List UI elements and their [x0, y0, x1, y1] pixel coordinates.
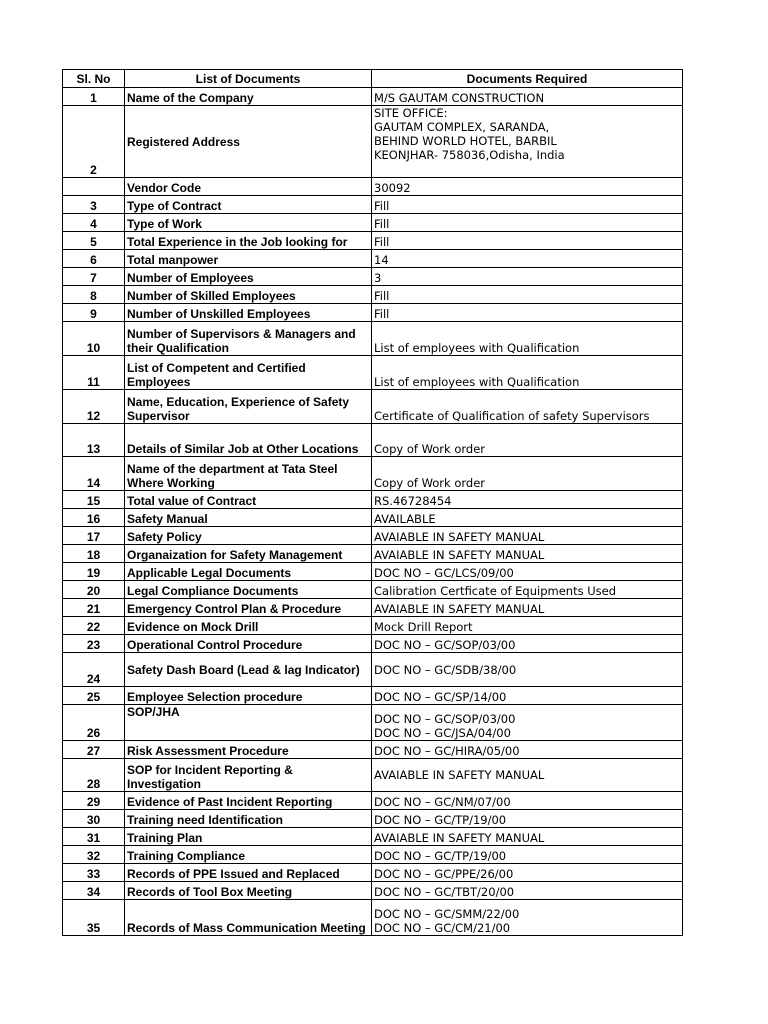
sl-no-cell: [63, 356, 125, 390]
sl-no-cell-text: 8: [90, 289, 97, 303]
sl-no-cell: [63, 828, 125, 846]
document-name-cell-text: Name, Education, Experience of Safety Supervisor: [127, 395, 350, 423]
document-required-cell-text: AVAIABLE IN SAFETY MANUAL: [374, 831, 545, 845]
table-row: [63, 599, 683, 617]
document-name-cell: [125, 828, 372, 846]
document-required-cell: [372, 563, 683, 581]
document-required-cell: [372, 599, 683, 617]
header-sl-no: Sl. No: [63, 70, 125, 88]
sl-no-cell: [63, 599, 125, 617]
sl-no-cell: [63, 88, 125, 106]
sl-no-cell-text: 32: [86, 849, 101, 863]
sl-no-cell: [63, 687, 125, 705]
sl-no-cell-text: 25: [86, 690, 101, 704]
document-required-cell-text: Copy of Work order: [374, 476, 486, 490]
document-required-cell-text: 14: [374, 253, 389, 267]
sl-no-cell: [63, 106, 125, 178]
document-name-cell-text: Operational Control Procedure: [127, 638, 303, 652]
sl-no-cell-text: 16: [86, 512, 101, 526]
table-row: [63, 846, 683, 864]
sl-no-cell-text: 1: [90, 91, 97, 105]
document-required-cell: [372, 581, 683, 599]
document-name-cell-text: Records of Mass Communication Meeting: [127, 921, 366, 935]
table-row: [63, 106, 683, 178]
document-required-cell-text: M/S GAUTAM CONSTRUCTION: [374, 91, 545, 105]
document-required-cell-text: Calibration Certficate of Equipments Used: [374, 584, 617, 598]
sl-no-cell-text: 30: [86, 813, 101, 827]
document-required-cell: [372, 864, 683, 882]
sl-no-cell: [63, 792, 125, 810]
document-name-cell-text: Total manpower: [127, 253, 219, 267]
document-name-cell-text: Safety Manual: [127, 512, 208, 526]
document-name-cell: [125, 545, 372, 563]
document-name-cell-text: Number of Unskilled Employees: [127, 307, 311, 321]
sl-no-cell: [63, 741, 125, 759]
document-required-cell-text: AVAIABLE IN SAFETY MANUAL: [374, 530, 545, 544]
sl-no-cell: [63, 846, 125, 864]
document-name-cell-text: Training Plan: [127, 831, 203, 845]
sl-no-cell: [63, 304, 125, 322]
document-required-cell-text: DOC NO – GC/TP/19/00: [374, 813, 507, 827]
sl-no-cell: [63, 509, 125, 527]
sl-no-cell-text: 5: [90, 235, 97, 249]
document-name-cell: [125, 390, 372, 424]
document-name-cell-text: Organaization for Safety Management: [127, 548, 343, 562]
document-required-cell: [372, 88, 683, 106]
document-required-cell: [372, 846, 683, 864]
sl-no-cell: [63, 232, 125, 250]
document-name-cell: [125, 864, 372, 882]
sl-no-cell-text: 34: [86, 885, 101, 899]
header-documents-required: Documents Required: [372, 70, 683, 88]
table-row: [63, 864, 683, 882]
document-name-cell-text: Evidence on Mock Drill: [127, 620, 259, 634]
document-required-cell-text: Fill: [374, 217, 390, 231]
table-row: [63, 792, 683, 810]
document-required-cell: [372, 424, 683, 457]
sl-no-cell: [63, 322, 125, 356]
document-required-cell: [372, 617, 683, 635]
document-name-cell-text: Details of Similar Job at Other Locations: [127, 442, 359, 456]
document-required-cell: [372, 687, 683, 705]
document-required-cell-text: DOC NO – GC/SP/14/00: [374, 690, 507, 704]
document-required-cell: [372, 390, 683, 424]
table-row: [63, 457, 683, 491]
document-required-cell: [372, 250, 683, 268]
document-name-cell-text: Risk Assessment Procedure: [127, 744, 289, 758]
document-name-cell-text: Number of Supervisors & Managers and their Qualification: [127, 327, 356, 355]
document-name-cell: [125, 792, 372, 810]
table-row: [63, 390, 683, 424]
table-row: [63, 424, 683, 457]
document-required-cell-text: Fill: [374, 289, 390, 303]
sl-no-cell: [63, 900, 125, 936]
sl-no-cell-text: 29: [86, 795, 101, 809]
table-row: [63, 286, 683, 304]
sl-no-cell: [63, 250, 125, 268]
table-row: [63, 178, 683, 196]
document-required-cell: [372, 286, 683, 304]
document-required-cell-text: RS.46728454: [374, 494, 452, 508]
document-name-cell: [125, 304, 372, 322]
sl-no-cell: [63, 286, 125, 304]
sl-no-cell: [63, 196, 125, 214]
document-name-cell-text: Records of PPE Issued and Replaced: [127, 867, 340, 881]
sl-no-cell-text: 28: [86, 777, 101, 791]
document-name-cell-text: Total value of Contract: [127, 494, 257, 508]
table-row: [63, 322, 683, 356]
sl-no-cell: [63, 635, 125, 653]
sl-no-cell-text: 33: [86, 867, 101, 881]
document-name-cell: [125, 196, 372, 214]
sl-no-cell-text: 12: [86, 409, 101, 423]
sl-no-cell: [63, 882, 125, 900]
document-required-cell: [372, 705, 683, 741]
document-required-cell-text: DOC NO – GC/TBT/20/00: [374, 885, 515, 899]
document-name-cell: [125, 653, 372, 687]
header-row: [63, 70, 683, 88]
document-required-cell-text: DOC NO – GC/PPE/26/00: [374, 867, 514, 881]
document-name-cell-text: Evidence of Past Incident Reporting: [127, 795, 333, 809]
document-name-cell: [125, 581, 372, 599]
document-name-cell: [125, 457, 372, 491]
sl-no-cell: [63, 864, 125, 882]
sl-no-cell: [63, 178, 125, 196]
sl-no-cell-text: 23: [86, 638, 101, 652]
document-name-cell-text: Name of the department at Tata Steel Where Working: [127, 462, 338, 490]
table-row: [63, 356, 683, 390]
table-row: [63, 214, 683, 232]
sl-no-cell-text: 13: [86, 442, 101, 456]
document-name-cell: [125, 882, 372, 900]
document-required-cell: [372, 232, 683, 250]
document-name-cell: [125, 232, 372, 250]
table-row: [63, 828, 683, 846]
table-row: [63, 759, 683, 792]
sl-no-cell-text: 9: [90, 307, 97, 321]
document-required-cell: [372, 356, 683, 390]
table-row: [63, 653, 683, 687]
sl-no-cell-text: 2: [90, 163, 97, 177]
sl-no-cell: [63, 390, 125, 424]
sl-no-cell-text: 22: [86, 620, 101, 634]
sl-no-cell-text: 4: [90, 217, 97, 231]
document-name-cell: [125, 705, 372, 741]
sl-no-cell: [63, 457, 125, 491]
document-name-cell: [125, 214, 372, 232]
document-name-cell: [125, 563, 372, 581]
document-name-cell: [125, 178, 372, 196]
document-required-cell: [372, 527, 683, 545]
document-required-cell-text: AVAIABLE IN SAFETY MANUAL: [374, 548, 545, 562]
document-name-cell: [125, 322, 372, 356]
document-required-cell-text: Mock Drill Report: [374, 620, 473, 634]
sl-no-cell: [63, 563, 125, 581]
sl-no-cell: [63, 424, 125, 457]
table-row: [63, 900, 683, 936]
document-name-cell-text: Registered Address: [127, 134, 240, 149]
document-name-cell-text: SOP/JHA: [127, 705, 180, 719]
document-required-cell: [372, 828, 683, 846]
sl-no-cell-text: 21: [86, 602, 101, 616]
table-row: [63, 810, 683, 828]
document-required-cell: [372, 635, 683, 653]
sl-no-cell: [63, 527, 125, 545]
sl-no-cell-text: 3: [90, 199, 97, 213]
document-name-cell: [125, 88, 372, 106]
document-required-cell: [372, 491, 683, 509]
document-name-cell-text: Type of Contract: [127, 199, 222, 213]
document-name-cell-text: Training need Identification: [127, 813, 284, 827]
sl-no-cell: [63, 214, 125, 232]
sl-no-cell-text: 11: [87, 375, 100, 389]
document-required-cell-text: DOC NO – GC/NM/07/00: [374, 795, 511, 809]
table-row: [63, 635, 683, 653]
document-required-cell-text: 30092: [374, 181, 411, 195]
sl-no-cell: [63, 581, 125, 599]
document-name-cell-text: Number of Employees: [127, 271, 254, 285]
sl-no-cell-text: 14: [86, 476, 101, 490]
document-required-cell-text: DOC NO – GC/SOP/03/00: [374, 638, 516, 652]
sl-no-cell-text: 31: [86, 831, 101, 845]
table-row: [63, 491, 683, 509]
document-required-cell: [372, 214, 683, 232]
document-name-cell: [125, 900, 372, 936]
document-required-cell-text: Certificate of Qualification of safety Supervisors: [374, 409, 650, 423]
document-required-cell: [372, 178, 683, 196]
table-row: [63, 581, 683, 599]
sl-no-cell-text: 24: [86, 672, 101, 686]
document-required-cell-text: 3: [374, 271, 382, 285]
document-name-cell: [125, 491, 372, 509]
document-required-cell: [372, 196, 683, 214]
document-required-cell-text: List of employees with Qualification: [374, 375, 580, 389]
sl-no-cell-text: 27: [86, 744, 101, 758]
documents-table: [62, 69, 683, 936]
document-required-cell: [372, 322, 683, 356]
document-name-cell: [125, 356, 372, 390]
document-name-cell-text: Legal Compliance Documents: [127, 584, 299, 598]
table-row: [63, 687, 683, 705]
document-name-cell-text: Type of Work: [127, 217, 202, 231]
document-required-cell: [372, 882, 683, 900]
document-required-cell: [372, 792, 683, 810]
document-required-cell-text: Copy of Work order: [374, 442, 486, 456]
document-name-cell-text: Training Compliance: [127, 849, 246, 863]
sl-no-cell: [63, 810, 125, 828]
sl-no-cell: [63, 617, 125, 635]
document-required-cell: [372, 457, 683, 491]
document-name-cell-text: Number of Skilled Employees: [127, 289, 296, 303]
table-row: [63, 268, 683, 286]
sl-no-cell: [63, 268, 125, 286]
sl-no-cell: [63, 705, 125, 741]
document-name-cell: [125, 286, 372, 304]
table-row: [63, 250, 683, 268]
document-name-cell-text: Total Experience in the Job looking for: [127, 235, 348, 249]
document-name-cell: [125, 250, 372, 268]
table-row: [63, 509, 683, 527]
document-required-cell: [372, 759, 683, 792]
document-required-cell: [372, 304, 683, 322]
document-required-cell-text: AVAIABLE IN SAFETY MANUAL: [374, 602, 545, 616]
document-required-cell-text: DOC NO – GC/LCS/09/00: [374, 566, 514, 580]
table-row: [63, 232, 683, 250]
document-name-cell: [125, 635, 372, 653]
document-name-cell: [125, 687, 372, 705]
sl-no-cell-text: 17: [86, 530, 101, 544]
document-required-cell-text: DOC NO – GC/SOP/03/00 DOC NO – GC/JSA/04/00: [374, 712, 516, 740]
sl-no-cell: [63, 653, 125, 687]
table-row: [63, 741, 683, 759]
document-name-cell: [125, 268, 372, 286]
document-required-cell-text: List of employees with Qualification: [374, 341, 580, 355]
document-name-cell-text: Employee Selection procedure: [127, 690, 303, 704]
table-row: [63, 196, 683, 214]
document-required-cell-text: DOC NO – GC/SDB/38/00: [374, 662, 517, 677]
document-name-cell: [125, 846, 372, 864]
table-row: [63, 545, 683, 563]
document-name-cell-text: Applicable Legal Documents: [127, 566, 292, 580]
document-name-cell: [125, 509, 372, 527]
table-row: [63, 705, 683, 741]
sl-no-cell-text: 35: [86, 921, 101, 935]
sl-no-cell: [63, 759, 125, 792]
document-required-cell-text: DOC NO – GC/TP/19/00: [374, 849, 507, 863]
table-row: [63, 304, 683, 322]
sl-no-cell-text: 26: [86, 726, 101, 740]
document-required-cell-text: AVAILABLE: [374, 512, 436, 526]
table-row: [63, 563, 683, 581]
document-required-cell: [372, 900, 683, 936]
header-list-of-documents: List of Documents: [125, 70, 372, 88]
document-name-cell-text: Records of Tool Box Meeting: [127, 885, 293, 899]
table-row: [63, 527, 683, 545]
sl-no-cell-text: 19: [86, 566, 101, 580]
document-name-cell: [125, 106, 372, 178]
document-required-cell-text: DOC NO – GC/SMM/22/00 DOC NO – GC/CM/21/00: [374, 907, 520, 935]
document-name-cell-text: List of Competent and Certified Employees: [127, 361, 306, 389]
sl-no-cell-text: 18: [86, 548, 101, 562]
table-row: [63, 617, 683, 635]
table-row: [63, 88, 683, 106]
document-required-cell: [372, 545, 683, 563]
document-required-cell-text: DOC NO – GC/HIRA/05/00: [374, 744, 520, 758]
document-name-cell-text: Vendor Code: [127, 181, 202, 195]
document-name-cell: [125, 810, 372, 828]
document-required-cell-text: Fill: [374, 307, 390, 321]
sl-no-cell-text: 10: [86, 341, 101, 355]
sl-no-cell-text: 7: [90, 271, 97, 285]
document-name-cell: [125, 759, 372, 792]
sl-no-cell-text: 15: [86, 494, 101, 508]
sl-no-cell-text: 20: [86, 584, 101, 598]
document-required-cell-text: Fill: [374, 199, 390, 213]
document-name-cell: [125, 599, 372, 617]
document-name-cell: [125, 527, 372, 545]
document-name-cell-text: Name of the Company: [127, 91, 254, 105]
document-required-cell-text: SITE OFFICE: GAUTAM COMPLEX, SARANDA, BEHIND WORLD HOTEL, BARBIL KEONJHAR- 758036,Odisha, India: [374, 106, 565, 162]
document-required-cell: [372, 810, 683, 828]
document-name-cell-text: Safety Policy: [127, 530, 202, 544]
sl-no-cell-text: 6: [90, 253, 97, 267]
document-required-cell: [372, 653, 683, 687]
document-name-cell-text: Emergency Control Plan & Procedure: [127, 602, 342, 616]
document-name-cell: [125, 617, 372, 635]
sl-no-cell: [63, 491, 125, 509]
document-required-cell: [372, 268, 683, 286]
document-required-cell: [372, 741, 683, 759]
document-name-cell-text: Safety Dash Board (Lead & lag Indicator): [127, 662, 360, 677]
document-required-cell-text: Fill: [374, 235, 390, 249]
document-required-cell: [372, 509, 683, 527]
document-name-cell-text: SOP for Incident Reporting & Investigation: [127, 763, 293, 791]
document-name-cell: [125, 424, 372, 457]
table-row: [63, 882, 683, 900]
document-required-cell: [372, 106, 683, 178]
document-name-cell: [125, 741, 372, 759]
sl-no-cell: [63, 545, 125, 563]
document-required-cell-text: AVAIABLE IN SAFETY MANUAL: [374, 768, 545, 782]
